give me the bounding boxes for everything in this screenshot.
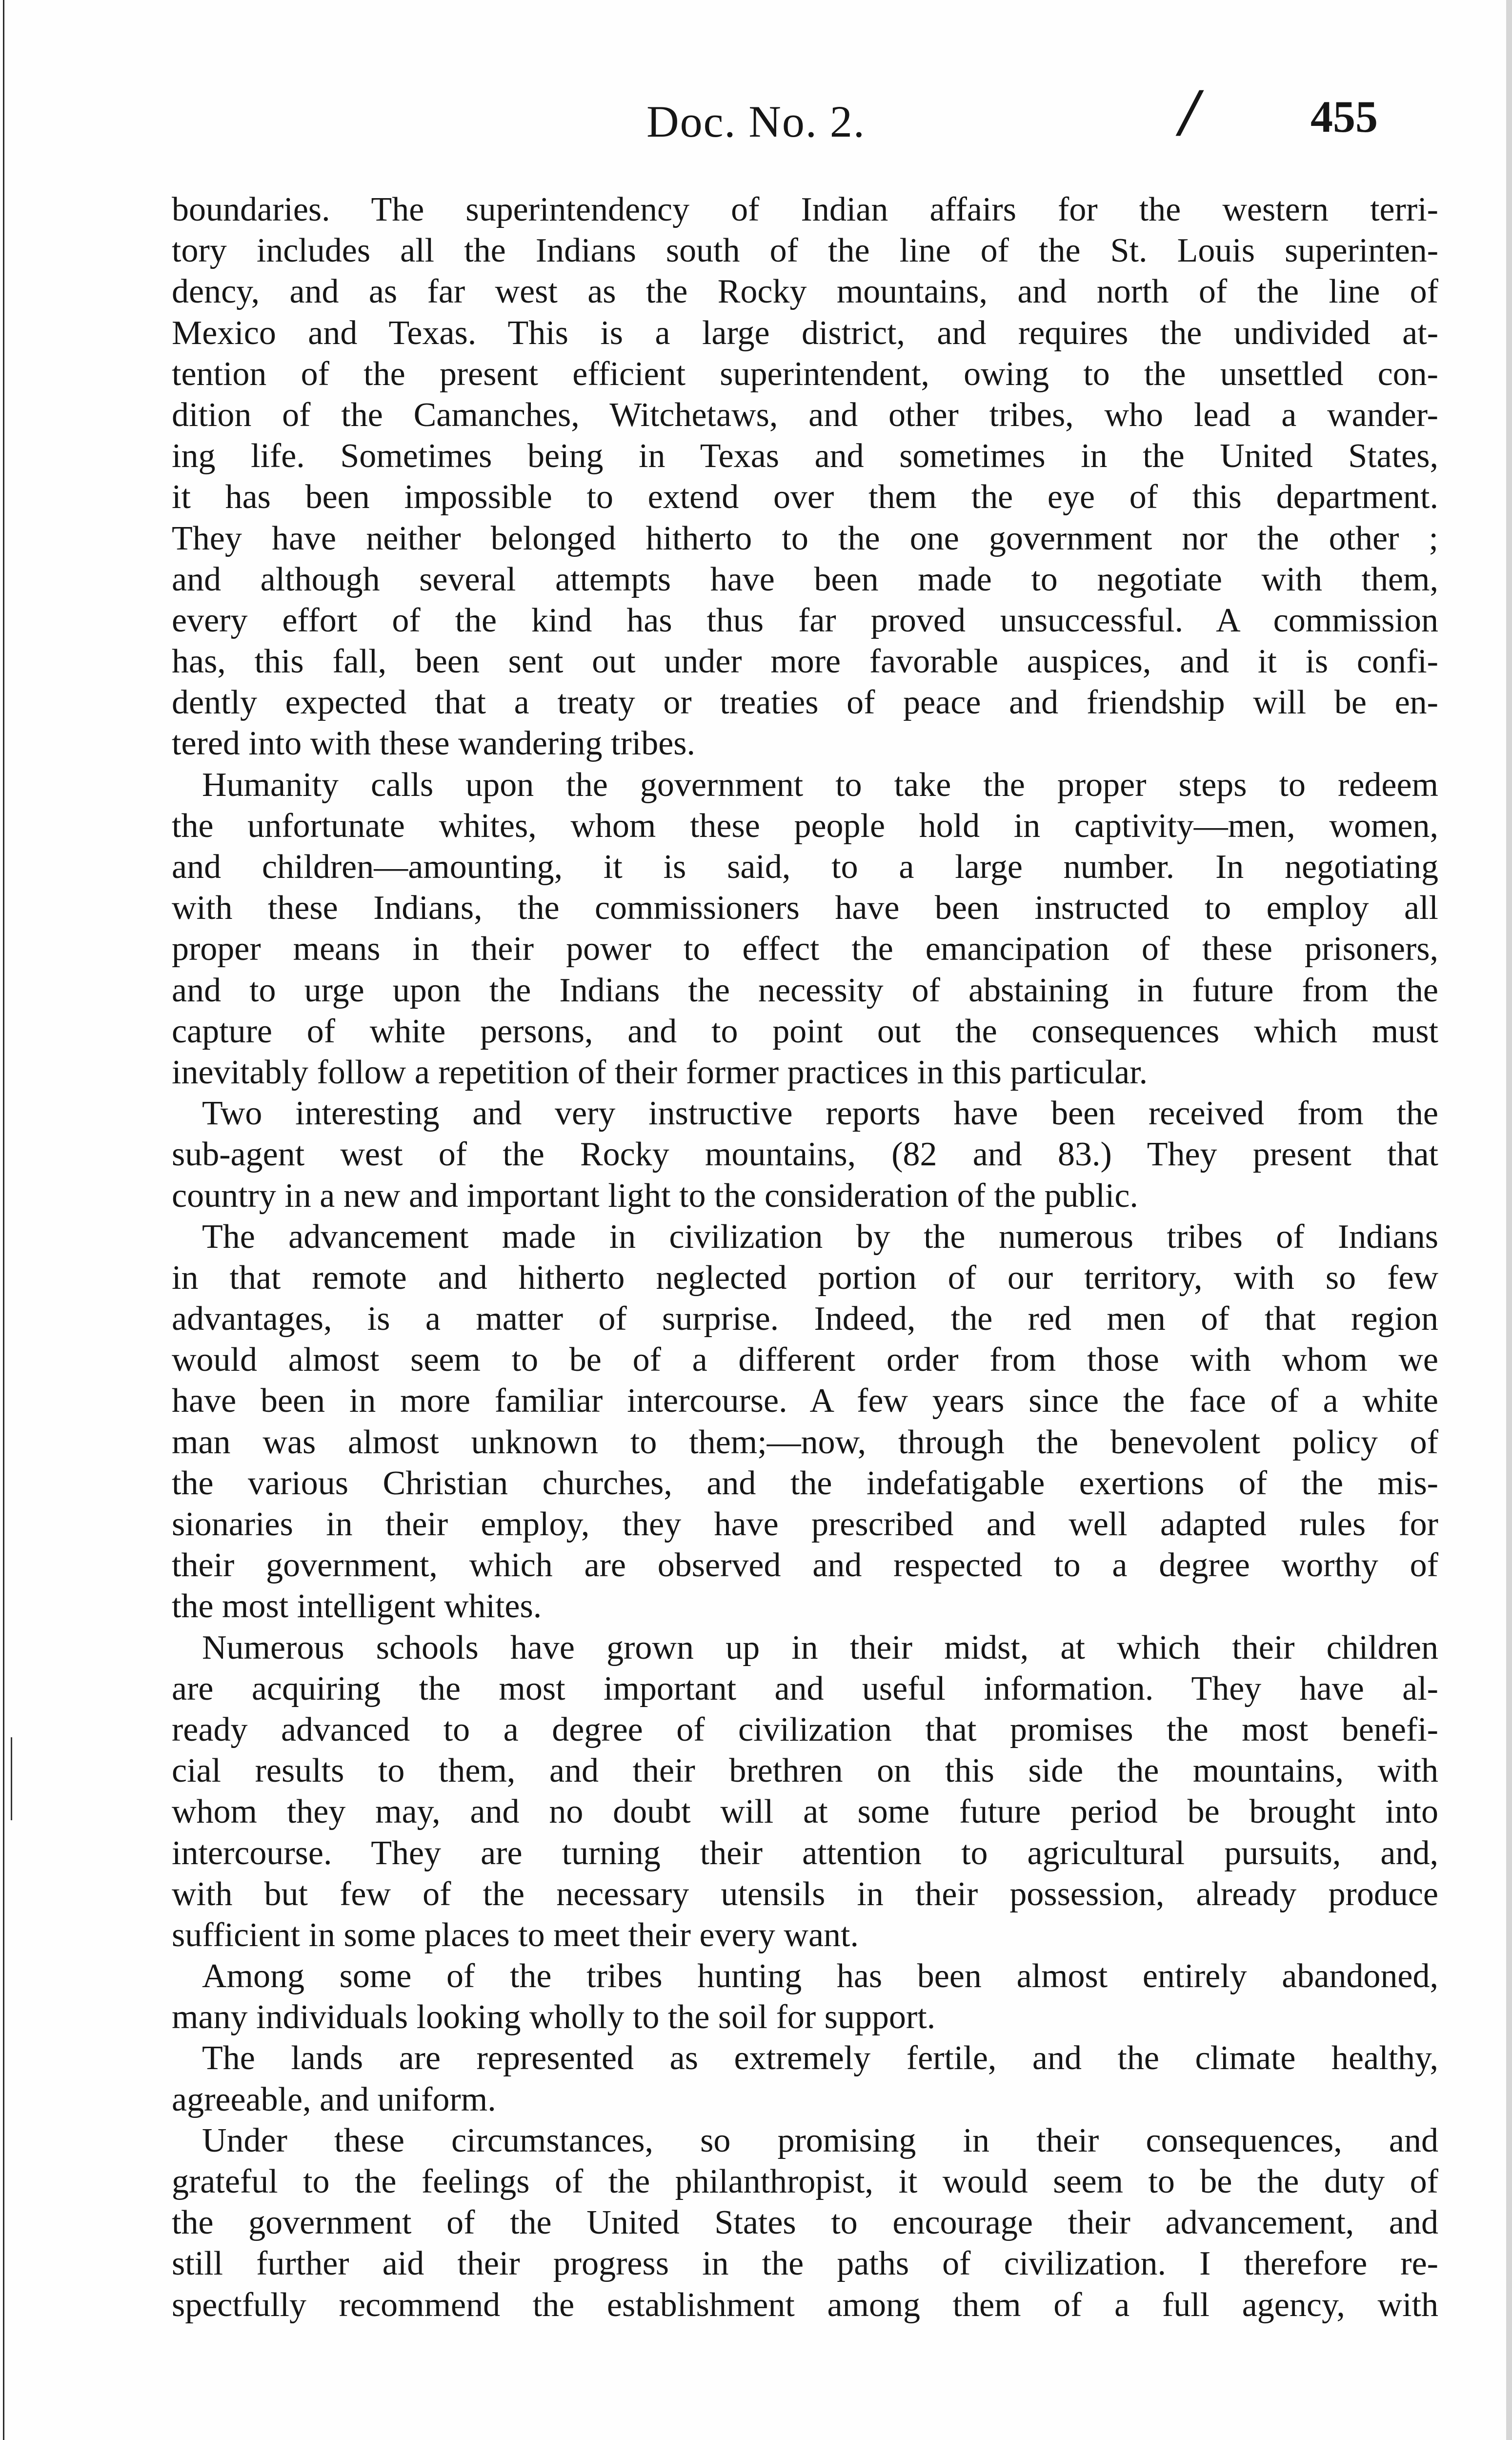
- text-line: many individuals looking wholly to the soil for support.: [172, 1998, 936, 2036]
- text-line: every effort of the kind has thus far proved unsuccessful. A commission: [172, 601, 1438, 639]
- text-line: and to urge upon the Indians the necessity of abstaining in future from the: [172, 971, 1438, 1009]
- text-line: proper means in their power to effect the emancipation of these prisoners,: [172, 930, 1438, 968]
- text-line: would almost seem to be of a different order from those with whom we: [172, 1341, 1438, 1379]
- text-line: dently expected that a treaty or treaties of peace and friendship will be en-: [172, 684, 1438, 722]
- text-line: grateful to the feelings of the philanthropist, it would seem to be the duty of: [172, 2163, 1438, 2200]
- text-line: spectfully recommend the establishment among them of a full agency, with: [172, 2286, 1438, 2324]
- text-line: with but few of the necessary utensils in their possession, already produce: [172, 1875, 1438, 1913]
- page-edge-right: [1506, 0, 1512, 2440]
- body-text: [172, 189, 1438, 2326]
- text-line: man was almost unknown to them;—now, through the benevolent policy of: [172, 1423, 1438, 1461]
- text-line: advantages, is a matter of surprise. Indeed, the red men of that region: [172, 1300, 1438, 1338]
- text-line: Under these circumstances, so promising in their consequences, and: [202, 2121, 1438, 2159]
- text-line: ready advanced to a degree of civilization that promises the most benefi-: [172, 1710, 1438, 1749]
- text-line: The lands are represented as extremely fertile, and the climate healthy,: [202, 2039, 1438, 2077]
- text-line: are acquiring the most important and useful information. They have al-: [172, 1669, 1438, 1708]
- text-line: in that remote and hitherto neglected portion of our territory, with so few: [172, 1259, 1438, 1297]
- text-line: and children—amounting, it is said, to a large number. In negotiating: [172, 848, 1438, 886]
- text-line: the most intelligent whites.: [172, 1587, 542, 1626]
- text-line: tory includes all the Indians south of the line of the St. Louis superinten-: [172, 232, 1438, 270]
- text-line: Numerous schools have grown up in their midst, at which their children: [202, 1628, 1438, 1667]
- text-line: boundaries. The superintendency of Indian affairs for the western terri-: [172, 191, 1438, 228]
- text-line: still further aid their progress in the paths of civilization. I therefore re-: [172, 2245, 1438, 2283]
- text-line: dition of the Camanches, Witchetaws, and other tribes, who lead a wander-: [172, 396, 1438, 434]
- text-line: has, this fall, been sent out under more favorable auspices, and it is confi-: [172, 643, 1438, 681]
- text-line: the government of the United States to encourage their advancement, and: [172, 2204, 1438, 2242]
- text-line: Mexico and Texas. This is a large district, and requires the undivided at-: [172, 314, 1438, 352]
- text-line: whom they may, and no doubt will at some future period be brought into: [172, 1793, 1438, 1831]
- page-number: 455: [1310, 92, 1378, 142]
- margin-mark: [11, 1737, 12, 1820]
- text-line: tention of the present efficient superintendent, owing to the unsettled con-: [172, 355, 1438, 393]
- text-line: Among some of the tribes hunting has been almost entirely abandoned,: [202, 1957, 1438, 1995]
- text-line: dency, and as far west as the Rocky mountains, and north of the line of: [172, 273, 1438, 311]
- text-line: sionaries in their employ, they have prescribed and well adapted rules for: [172, 1505, 1438, 1543]
- text-line: inevitably follow a repetition of their former practices in this particular.: [172, 1053, 1148, 1091]
- text-line: country in a new and important light to the consideration of the public.: [172, 1177, 1138, 1215]
- text-line: sufficient in some places to meet their every want.: [172, 1916, 859, 1954]
- text-line: capture of white persons, and to point out the consequences which must: [172, 1012, 1438, 1050]
- text-line: and although several attempts have been made to negotiate with them,: [172, 560, 1438, 598]
- text-line: The advancement made in civilization by the numerous tribes of Indians: [202, 1218, 1438, 1256]
- text-line: their government, which are observed and respected to a degree worthy of: [172, 1546, 1438, 1585]
- text-line: They have neither belonged hitherto to the one government nor the other ;: [172, 519, 1438, 557]
- text-line: the various Christian churches, and the indefatigable exertions of the mis-: [172, 1464, 1438, 1502]
- text-line: intercourse. They are turning their attention to agricultural pursuits, and,: [172, 1834, 1438, 1872]
- text-line: cial results to them, and their brethren on this side the mountains, with: [172, 1752, 1438, 1790]
- text-line: Humanity calls upon the government to take the proper steps to redeem: [202, 766, 1438, 804]
- text-line: agreeable, and uniform.: [172, 2080, 496, 2118]
- text-line: ing life. Sometimes being in Texas and sometimes in the United States,: [172, 437, 1438, 475]
- page-mark: /: [1180, 75, 1199, 150]
- page-title: Doc. No. 2.: [646, 97, 866, 146]
- text-line: the unfortunate whites, whom these people hold in captivity—men, women,: [172, 807, 1438, 845]
- text-line: Two interesting and very instructive reports have been received from the: [202, 1095, 1438, 1133]
- text-line: sub-agent west of the Rocky mountains, (82 and 83.) They present that: [172, 1136, 1438, 1174]
- text-line: with these Indians, the commissioners have been instructed to employ all: [172, 889, 1438, 927]
- text-line: have been in more familiar intercourse. A few years since the face of a white: [172, 1382, 1438, 1420]
- page-edge-left: [3, 0, 4, 2440]
- text-line: it has been impossible to extend over them the eye of this department.: [172, 478, 1438, 516]
- text-line: tered into with these wandering tribes.: [172, 725, 696, 763]
